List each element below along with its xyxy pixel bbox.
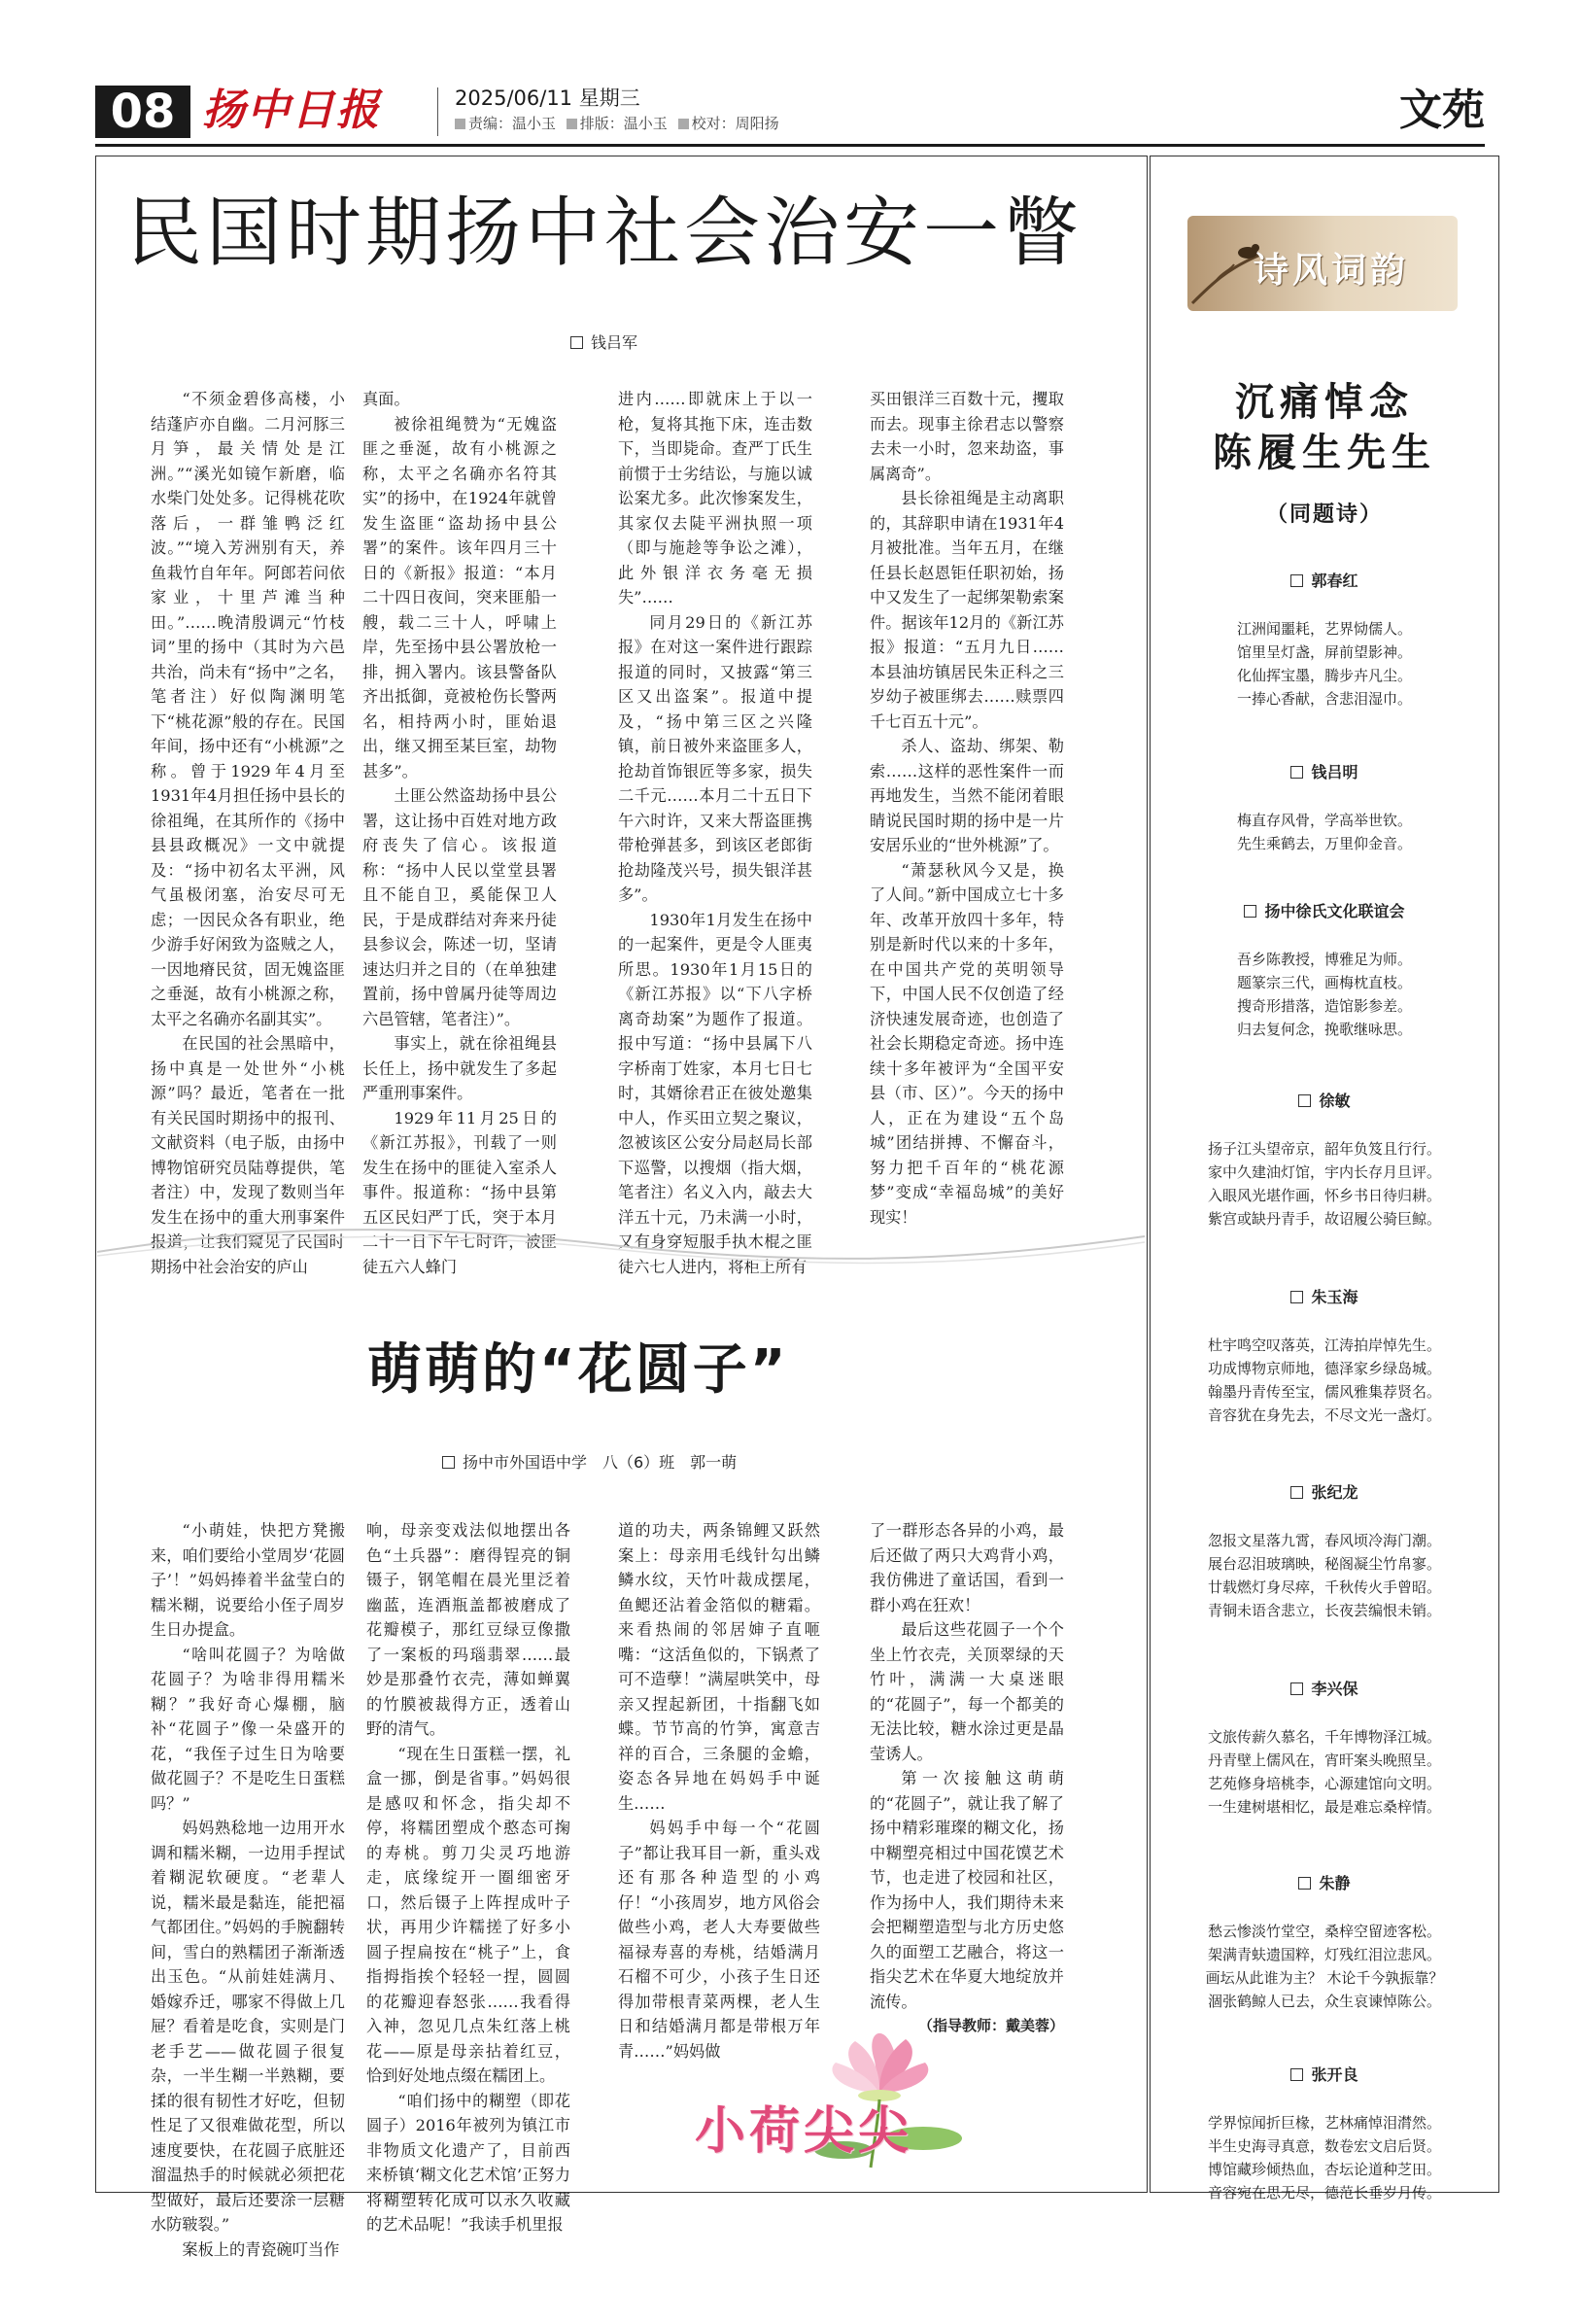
masthead-separator bbox=[437, 87, 438, 136]
poem-line: 江洲闻噩耗，艺界恸儒人。 bbox=[1236, 620, 1412, 638]
poem-line: 半生史海寻真意，数卷宏文启后贤。 bbox=[1207, 2137, 1441, 2155]
poet-name bbox=[1166, 760, 1483, 782]
paragraph: 1930年1月发生在扬中的一起案件，更是令人匪夷所思。1930年1月15日的《新江苏报》以“下八字桥离奇劫案”为题作了报道。报中写道：“扬中县属下八字桥南丁姓家，本月七日七时，其婿徐君正在彼处邀集中人，作买田立契之聚议，忽被该区公安分局赵局长部下巡警，以搜烟（指大烟，笔者注）名义入内，敲去大洋五十元，乃未满一小时，又有身穿短服手执木棍之匪徒六七人进内，将柜上所有 bbox=[618, 910, 812, 1276]
article2-author: 扬中市外国语中学 八（6）班 郭一萌 bbox=[463, 1453, 738, 1472]
paragraph: 同月29日的《新江苏报》在对这一案件进行跟踪报道的同时，又披露“第三区又出盗案”。报道中提及，“扬中第三区之兴隆镇，前日被外来盗匪多人，抢劫首饰银匠等多家，损失二千元……本月二十五日下午六时许，又来大帮盗匪携带枪弹甚多，到该区老郎街抢劫隆茂兴号，损失银洋甚多”。 bbox=[618, 612, 812, 904]
poem-verse bbox=[1166, 2111, 1483, 2204]
credit-proofreader: 校对：周阳扬 bbox=[691, 115, 779, 132]
poem-line: 梅直存风骨，学高举世钦。 bbox=[1236, 812, 1412, 829]
poem-verse bbox=[1166, 809, 1483, 855]
paragraph: 案板上的青瓷碗叮当作 bbox=[182, 2239, 340, 2259]
poem-line: 艺苑修身培桃李，心源建馆向文明。 bbox=[1207, 1775, 1441, 1792]
paragraph: 1929年11月25日的《新江苏报》，刊载了一则发生在扬中的匪徒入室杀人事件。报道称：“扬中县第五区民妇严丁氏，突于本月二十一日下午七时许，被匪徒五六人蜂门 bbox=[362, 1108, 557, 1276]
poet-name bbox=[1166, 1480, 1483, 1503]
poem-title bbox=[1166, 377, 1483, 478]
poem-line: 博馆藏珍倾热血，杏坛论道种芝田。 bbox=[1207, 2161, 1441, 2178]
paragraph: “现在生日蛋糕一摆，礼盒一挪，倒是省事。”妈妈很是感叹和怀念，指尖却不停，将糯团塑成个憨态可掬的寿桃。剪刀尖灵巧地游走，底缘绽开一圈细密牙口，然后镊子上阵捏成叶子状，再用少许糯搓了好多小圆子捏扁按在“桃子”上，食指拇指挨个轻轻一捏，圆圆的花瓣迎春怒张……我看得入神，忽见几点朱红落上桃花——原是母亲拈着红豆，恰到好处地点缀在糯团上。 bbox=[366, 1744, 570, 2085]
article1-headline: 民国时期扬中社会治安一瞥 bbox=[126, 190, 1083, 277]
column-logo-text: 小荷尖尖 bbox=[695, 2101, 913, 2161]
poet-name-text: 张开良 bbox=[1311, 2065, 1358, 2084]
poem-line: 家中久建油灯馆，宇内长存月旦评。 bbox=[1207, 1163, 1441, 1181]
byline-box-icon bbox=[1298, 1877, 1311, 1890]
poet-name-text: 朱静 bbox=[1319, 1874, 1351, 1892]
paragraph: 道的功夫，两条锦鲤又跃然案上：母亲用毛线针勾出鳞鳞水纹，天竹叶裁成摆尾，鱼鳃还沾着金箔似的糖霜。来看热闹的邻居婶子直咂嘴：“这活鱼似的，下锅煮了可不造孽！”满屋哄笑中，母亲又捏起新团，十指翻飞如蝶。节节高的竹笋，寓意吉祥的百合，三条腿的金蟾，姿态各异地在妈妈手中诞生…… bbox=[618, 1521, 820, 1813]
masthead bbox=[95, 82, 1485, 142]
credit-layout: 排版：温小玉 bbox=[579, 115, 668, 132]
poem-verse bbox=[1166, 1334, 1483, 1427]
newspaper-logo: 扬中日报 bbox=[202, 86, 381, 135]
paragraph: 被徐祖绳赞为“无媿盗匪之垂涎，故有小桃源之称，太平之名确亦名符其实”的扬中，在1924年就曾发生盗匪“盗劫扬中县公署”的案件。该年四月三十日的《新报》报道：“本月二十四日夜间，突来匪船一艘，载二三十人，呼啸上岸，先至扬中县公署放枪一排，拥入署内。该县警备队齐出抵御，竟被枪伤长警两名，相持两小时，匪始退出，继又拥至某巨室，劫物甚多”。 bbox=[362, 414, 557, 780]
article2-column-4 bbox=[870, 1518, 1064, 2039]
poet-name bbox=[1166, 899, 1483, 921]
paragraph: 妈妈手中每一个“花圆子”都让我耳目一新，重头戏还有那各种造型的小鸡仔！“小孩周岁，地方风俗会做些小鸡，老人大寿要做些福禄寿喜的寿桃，结婚满月石榴不可少，小孩子生日还得加带根青菜两棵，老人生日和结婚满月都是带根万年青……”妈妈做 bbox=[618, 1819, 820, 2061]
byline-box-icon bbox=[1290, 766, 1303, 779]
byline-box-icon bbox=[1298, 1094, 1311, 1107]
poem-line: 吾乡陈教授，博雅足为师。 bbox=[1236, 951, 1412, 968]
poem-line: 愁云惨淡竹堂空，桑梓空留迹客松。 bbox=[1207, 1923, 1441, 1940]
article1-column-1 bbox=[151, 387, 345, 1279]
paragraph: “萧瑟秋风今又是，换了人间。”新中国成立七十多年、改革开放四十多年，特别是新时代以来的十多年，在中国共产党的英明领导下，中国人民不仅创造了经济快速发展奇迹，也创造了社会长期稳定奇迹。扬中连续十多年被评为“全国平安县（市、区）”。今天的扬中人，正在为建设“五个岛城”团结拼搏、不懈奋斗，努力把千百年的“桃花源梦”变成“幸福岛城”的美好现实！ bbox=[870, 860, 1064, 1227]
paragraph: 买田银洋三百数十元，攫取而去。现事主徐君志以警察去未一小时，忽来劫盗，事属离奇”。 bbox=[870, 390, 1064, 483]
poet-name bbox=[1166, 2063, 1483, 2085]
article2-headline: 萌萌的“花圆子” bbox=[367, 1338, 789, 1402]
poem-line: 音容宛在思无尽，德范长垂岁月传。 bbox=[1207, 2184, 1441, 2202]
poet-name-text: 扬中徐氏文化联谊会 bbox=[1264, 902, 1405, 920]
poem-line: 涸张鹤鲸人已去，众生哀谏悼陈公。 bbox=[1207, 1993, 1441, 2010]
byline-box-icon bbox=[1290, 574, 1303, 587]
byline-box-icon bbox=[442, 1456, 455, 1469]
teacher-credit: （指导教师：戴美蓉） bbox=[917, 2017, 1064, 2034]
credit-editor: 责编：温小玉 bbox=[468, 115, 557, 132]
paragraph: “小萌娃，快把方凳搬来，咱们要给小堂周岁‘花圆子’！”妈妈捧着半盆莹白的糯米糊，说要给小侄子周岁生日办提盒。 bbox=[151, 1521, 345, 1639]
poet-name bbox=[1166, 1871, 1483, 1893]
section-name: 文苑 bbox=[1399, 86, 1485, 135]
paragraph: “啥叫花圆子？为啥做花圆子？为啥非得用糯米糊？”我好奇心爆棚，脑补“花圆子”像一朵盛开的花，“我侄子过生日为啥要做花圆子？不是吃生日蛋糕吗？” bbox=[151, 1645, 345, 1813]
paragraph: 在民国的社会黑暗中，扬中真是一处世外“小桃源”吗？最近，笔者在一批有关民国时期扬中的报刊、文献资料（电子版，由扬中博物馆研究员陆尊提供，笔者注）中，发现了数则当年发生在扬中的重大刑事案件报道，让我们窥见了民国时期扬中社会治安的庐山 bbox=[151, 1034, 345, 1276]
article2-column-2 bbox=[366, 1518, 570, 2237]
poem-line: 文旅传薪久慕名，千年博物泽江城。 bbox=[1207, 1728, 1441, 1746]
poem-line: 归去复何念，挽歌继咏思。 bbox=[1236, 1021, 1412, 1038]
poem-title-line-1: 沉痛悼念 bbox=[1235, 379, 1414, 425]
poem-line: 翰墨丹青传至宝，儒风雅集荐贤名。 bbox=[1207, 1383, 1441, 1401]
paragraph: 进内……即就床上于以一枪，复将其拖下床，连击数下，当即毙命。查严丁氏生前惯于士劣结讼，与施以诚讼案尤多。此次惨案发生，其家仅去陡平洲执照一项（即与施趁等争讼之滩），此外银洋衣务毫无损失”…… bbox=[618, 390, 812, 607]
poem-line: 一生建树堪相忆，最是难忘桑梓情。 bbox=[1207, 1798, 1441, 1816]
byline-box-icon bbox=[1244, 905, 1256, 918]
article2-column-1 bbox=[151, 1518, 345, 2262]
poet-name bbox=[1166, 569, 1483, 591]
paragraph: 第一次接触这萌萌的“花圆子”，就让我了解了扬中精彩璀璨的糊文化，扬中糊塑亮相过中国花馍艺术节，也走进了校园和社区，作为扬中人，我们期待未来会把糊塑造型与北方历史悠久的面塑工艺融合，将这一指尖艺术在华夏大地绽放并流传。 bbox=[870, 1769, 1064, 2011]
poem-verse bbox=[1166, 1725, 1483, 1819]
poem-line: 展台忍泪玻璃映，秘阁凝尘竹帛寥。 bbox=[1207, 1555, 1441, 1573]
page-number: 08 bbox=[95, 86, 190, 138]
poem-line: 忽报文星落九霄，春风顷冷海门潮。 bbox=[1207, 1532, 1441, 1549]
poem-line: 题篆宗三代，画梅枕直枝。 bbox=[1236, 974, 1412, 991]
poet-name bbox=[1166, 1089, 1483, 1111]
poet-name-text: 朱玉海 bbox=[1311, 1288, 1358, 1306]
poem-title-line-2: 陈履生先生 bbox=[1213, 430, 1436, 475]
paragraph: “咱们扬中的糊塑（即花圆子）2016年被列为镇江市非物质文化遗产了，目前西来桥镇‘糊文化艺术馆’正努力将糊塑转化成可以永久收藏的艺术品呢！”我读手机里报 bbox=[366, 2091, 570, 2234]
poet-name bbox=[1166, 1677, 1483, 1699]
poem-line: 廿载燃灯身尽瘁，千秋传火手曾昭。 bbox=[1207, 1578, 1441, 1596]
poet-name-text: 钱吕明 bbox=[1311, 763, 1358, 781]
paragraph: 事实上，就在徐祖绳县长任上，扬中就发生了多起严重刑事案件。 bbox=[362, 1034, 557, 1102]
paragraph: 县长徐祖绳是主动离职的，其辞职申请在1931年4月被批准。当年五月，在继任县长赵恩钜任职初始，扬中又发生了一起绑架勒索案件。据该年12月的《新江苏报》报道：“五月九日……本县油坊镇居民朱正科之三岁幼子被匪绑去……赎票四千七百五十元”。 bbox=[870, 489, 1064, 731]
article2-byline bbox=[442, 1450, 737, 1473]
poem-verse bbox=[1166, 1920, 1483, 2013]
poem-line: 馆里呈灯盏，屏前望影神。 bbox=[1236, 643, 1412, 661]
paragraph: 最后这些花圆子一个个坐上竹衣壳，关顶翠绿的天竹叶，满满一大桌迷眼的“花圆子”，每一个都美的无法比较，糖水涂过更是晶莹诱人。 bbox=[870, 1620, 1064, 1763]
poem-verse bbox=[1166, 948, 1483, 1041]
byline-box-icon bbox=[570, 336, 583, 349]
poet-name-text: 郭春红 bbox=[1311, 572, 1358, 590]
article1-column-3 bbox=[618, 387, 812, 1279]
section-divider bbox=[97, 1215, 1145, 1273]
paragraph: 杀人、盗劫、绑架、勒索……这样的恶性案件一而再地发生，当然不能闭着眼睛说民国时期的扬中是一片安居乐业的“世外桃源”了。 bbox=[870, 737, 1064, 854]
poem-line: 入眼风光堪作画，怀乡书日待归耕。 bbox=[1207, 1187, 1441, 1204]
issue-date: 2025/06/11 星期三 bbox=[455, 87, 640, 110]
poem-line: 音容犹在身先去，不尽文光一盏灯。 bbox=[1207, 1406, 1441, 1424]
poet-name-text: 李兴保 bbox=[1311, 1680, 1358, 1698]
byline-box-icon bbox=[1290, 1291, 1303, 1303]
poem-line: 搜奇形措落，造馆影参差。 bbox=[1236, 997, 1412, 1015]
poem-verse bbox=[1166, 1529, 1483, 1622]
poem-subtitle: （同题诗） bbox=[1265, 502, 1383, 527]
poet-name-text: 张纪龙 bbox=[1311, 1483, 1358, 1502]
byline-box-icon bbox=[1290, 1682, 1303, 1695]
poet-name-text: 徐敏 bbox=[1319, 1092, 1351, 1110]
sidebar-banner-title: 诗风词韵 bbox=[1254, 250, 1410, 291]
masthead-rule bbox=[95, 144, 1485, 147]
poem-line: 紫宫或缺丹青手，故诏履公骑巨鲸。 bbox=[1207, 1210, 1441, 1228]
editor-credits bbox=[455, 113, 779, 134]
article1-column-4 bbox=[870, 387, 1064, 1230]
poem-line: 先生乘鹤去，万里仰金音。 bbox=[1236, 835, 1412, 852]
article1-author: 钱吕军 bbox=[591, 333, 638, 352]
poem-line: 化仙挥宝墨，腾步卉凡尘。 bbox=[1236, 667, 1412, 684]
article1-column-2 bbox=[362, 387, 557, 1279]
byline-box-icon bbox=[1290, 1486, 1303, 1499]
paragraph: 响，母亲变戏法似地摆出各色“土兵器”：磨得锃亮的铜镊子，钢笔帽在晨光里泛着幽蓝，连酒瓶盖都被磨成了花瓣模子，那红豆绿豆像撒了一案板的玛瑙翡翠……最妙是那叠竹衣壳，薄如蝉翼的竹膜被裁得方正，透着山野的清气。 bbox=[366, 1521, 570, 1738]
paragraph: 土匪公然盗劫扬中县公署，这让扬中百姓对地方政府丧失了信心。该报道称：“扬中人民以堂堂县署且不能自卫，奚能保卫人民，于是成群结对奔来丹徒县参议会，陈述一切，坚请速达归并之目的（在单独建置前，扬中曾属丹徒等周边六邑管辖，笔者注）”。 bbox=[362, 786, 557, 1028]
poem-line: 丹青壁上儒风在，宵旰案头晚照呈。 bbox=[1207, 1752, 1441, 1769]
poem-verse bbox=[1166, 617, 1483, 711]
byline-box-icon bbox=[1290, 2068, 1303, 2081]
article2-column-3 bbox=[618, 1518, 820, 2064]
poem-line: 青铜未语含悲立，长夜芸编恨未销。 bbox=[1207, 1602, 1441, 1619]
poem-line: 画坛从此谁为主？ 木论千今孰振靠？ bbox=[1205, 1969, 1444, 1987]
poem-line: 扬子江头望帝京，韶年负笈且行行。 bbox=[1207, 1140, 1441, 1158]
poem-line: 杜宇鸣空叹落英，江涛拍岸悼先生。 bbox=[1207, 1336, 1441, 1354]
poet-name bbox=[1166, 1285, 1483, 1307]
paragraph: “不须金碧侈高楼，小结蓬庐亦自幽。二月河豚三月笋，最关情处是江洲。”“溪光如镜乍新磨，临水柴门处处多。记得桃花吹落后，一群雏鸭泛红波。”“境入芳洲别有天，养鱼栽竹自年年。阿郎若问依家业，十里芦滩当种田。”……晚清殷调元“竹枝词”里的扬中（其时为六邑共治，尚未有“扬中”之名，笔者注）好似陶渊明笔下“桃花源”般的存在。民国年间，扬中还有“小桃源”之称。曾于1929年4月至1931年4月担任扬中县长的徐祖绳，在其所作的《扬中县县政概况》一文中就提及：“扬中初名太平洲，风气虽极闭塞，治安尽可无虑；一因民众各有职业，绝少游手好闲致为盗贼之人，一因地瘠民贫，固无媿盗匪之垂涎，故有小桃源之称，太平之名确亦名副其实”。 bbox=[151, 390, 345, 1028]
poem-line: 一捧心香献，含悲泪湿巾。 bbox=[1236, 690, 1412, 708]
poem-line: 功成博物京师地，德泽家乡绿岛城。 bbox=[1207, 1360, 1441, 1377]
paragraph: 了一群形态各异的小鸡，最后还做了两只大鸡背小鸡，我仿佛进了童话国，看到一群小鸡在狂欢！ bbox=[870, 1521, 1064, 1614]
paragraph: 妈妈熟稔地一边用开水调和糯米糊，一边用手捏试着糊泥软硬度。“老辈人说，糯米最是黏连，能把福气都团住。”妈妈的手腕翻转间，雪白的熟糯团子渐渐透出玉色。“从前娃娃满月、婚嫁乔迁，哪家不得做上几屉？看着是吃食，实则是门老手艺——做花圆子很复杂，一半生糊一半熟糊，要揉的很有韧性才好吃，但韧性足了又很难做花型，所以速度要快，在花圆子底脏还溜温热手的时候就必须把花型做好，最后还要涂一层糖水防皲裂。” bbox=[151, 1819, 345, 2234]
article1-byline bbox=[570, 330, 637, 353]
paragraph: 真面。 bbox=[362, 390, 410, 408]
poem-line: 架满青蚨遗国粹，灯残红泪泣悲风。 bbox=[1207, 1946, 1441, 1963]
poem-verse bbox=[1166, 1137, 1483, 1231]
poem-line: 学界惊闻折巨椽，艺林痛悼泪潸然。 bbox=[1207, 2114, 1441, 2132]
